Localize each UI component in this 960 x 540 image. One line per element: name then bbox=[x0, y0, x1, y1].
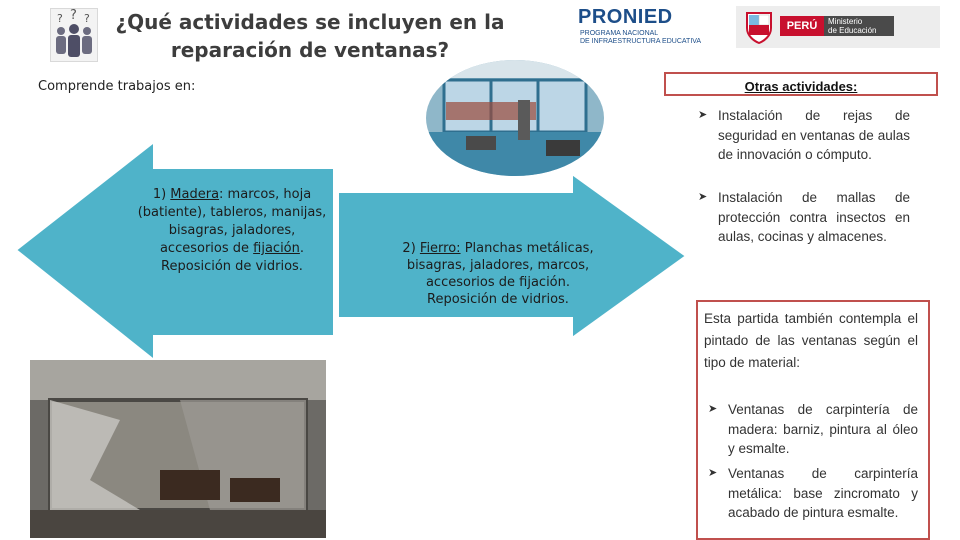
pronied-logo-subtitle-1: PROGRAMA NACIONAL bbox=[580, 30, 659, 37]
peru-label: PERÚ bbox=[780, 16, 824, 36]
broken-window-photo bbox=[30, 360, 326, 538]
title-line-1: ¿Qué actividades se incluyen en la bbox=[115, 10, 505, 34]
subtitle: Comprende trabajos en: bbox=[38, 79, 196, 94]
arrow-bullet-icon: ➤ bbox=[698, 109, 708, 121]
svg-text:?: ? bbox=[70, 9, 77, 23]
svg-text:?: ? bbox=[57, 12, 63, 25]
pronied-logo-subtitle-2: DE INFRAESTRUCTURA EDUCATIVA bbox=[580, 38, 702, 45]
iron-label: Fierro: bbox=[419, 241, 461, 256]
minedu-logo bbox=[736, 6, 940, 48]
minedu-label-line-2: de Educación bbox=[828, 26, 877, 35]
title-line-2: reparación de ventanas? bbox=[170, 38, 450, 62]
svg-text:?: ? bbox=[84, 12, 90, 25]
iron-line-1: Planchas metálicas, bbox=[460, 241, 594, 256]
minedu-label-line-1: Ministerio bbox=[828, 17, 863, 26]
page-title bbox=[100, 8, 520, 64]
wood-label: Madera bbox=[170, 187, 220, 202]
painting-wood-item: Ventanas de carpintería de madera: barniz, pintura al óleo y esmalte. bbox=[728, 402, 918, 456]
list-item bbox=[698, 188, 910, 247]
wood-work-text bbox=[104, 186, 360, 276]
classroom-window-photo bbox=[426, 60, 604, 176]
people-question-icon bbox=[50, 8, 98, 62]
peru-shield-icon bbox=[744, 10, 774, 44]
iron-work-text bbox=[376, 240, 620, 308]
arrow-bullet-icon: ➤ bbox=[698, 191, 708, 203]
other-activity-1: Instalación de rejas de seguridad en ventanas de aulas de innovación o cómputo. bbox=[718, 108, 910, 162]
wood-line-5: Reposición de vidrios. bbox=[161, 259, 303, 274]
wood-line-3: bisagras, jaladores, bbox=[168, 223, 296, 238]
iron-line-4: Reposición de vidrios. bbox=[427, 292, 569, 307]
wood-line-1: : marcos, hoja bbox=[219, 187, 312, 202]
wood-fixing-label: fijación bbox=[253, 241, 300, 256]
iron-prefix: 2) bbox=[402, 241, 420, 256]
pronied-logo bbox=[574, 6, 722, 48]
iron-line-2: bisagras, jaladores, marcos, bbox=[406, 258, 590, 273]
wood-line-4-prefix: accesorios de bbox=[159, 241, 254, 256]
painting-metal-item: Ventanas de carpintería metálica: base zincromato y acabado de pintura esmalte. bbox=[728, 466, 918, 520]
list-item bbox=[698, 106, 910, 165]
iron-line-3: accesorios de fijación. bbox=[425, 275, 571, 290]
list-item bbox=[708, 400, 918, 459]
other-activity-2: Instalación de mallas de protección contra insectos en aulas, cocinas y almacenes. bbox=[718, 190, 910, 244]
painting-note-text: Esta partida también contempla el pintado de las ventanas según el tipo de material: bbox=[704, 311, 918, 370]
arrow-bullet-icon: ➤ bbox=[708, 403, 718, 415]
wood-line-2: (batiente), tableros, manijas, bbox=[137, 205, 327, 220]
minedu-label bbox=[824, 16, 894, 36]
wood-line-4-suffix: . bbox=[299, 241, 305, 256]
other-activities-title: Otras actividades: bbox=[744, 79, 858, 94]
arrow-bullet-icon: ➤ bbox=[708, 467, 718, 479]
list-item bbox=[708, 464, 918, 523]
wood-prefix: 1) bbox=[152, 187, 171, 202]
pronied-logo-name: PRONIED bbox=[578, 6, 673, 28]
